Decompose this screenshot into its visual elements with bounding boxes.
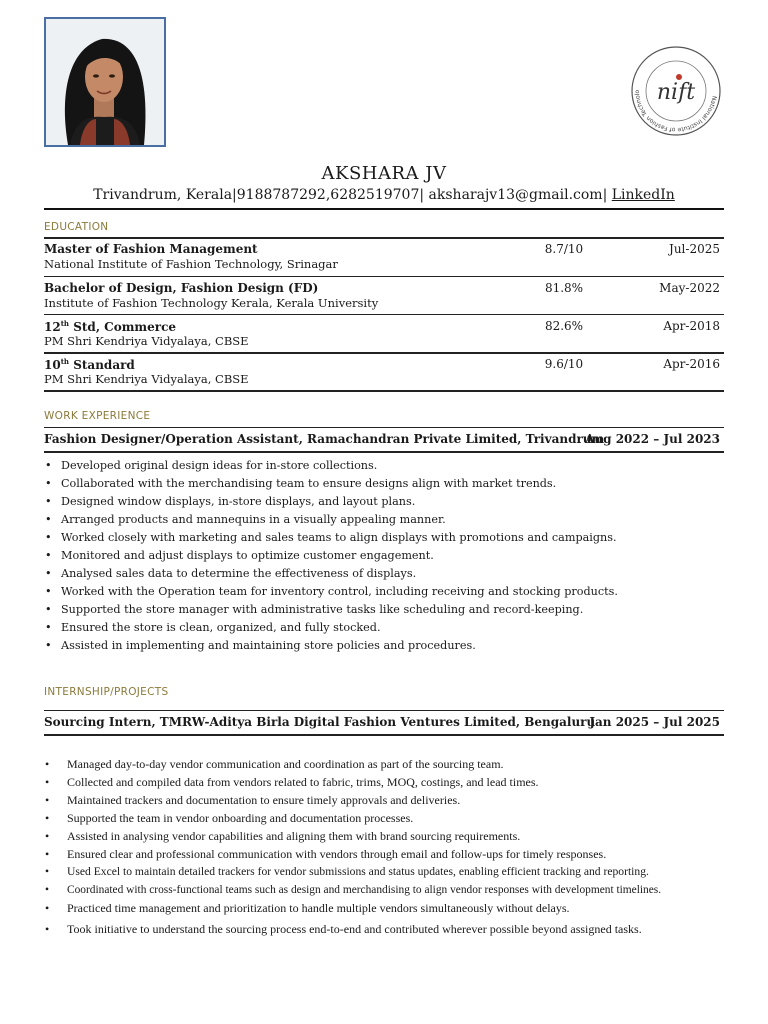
degree: Master of Fashion Management bbox=[44, 242, 258, 256]
work-top-divider bbox=[44, 427, 724, 428]
degree: 12th Std, Commerce bbox=[44, 319, 177, 334]
date: May-2022 bbox=[659, 281, 720, 295]
internship-role-header bbox=[44, 715, 724, 729]
internship-role-divider bbox=[44, 734, 724, 736]
work-role-divider bbox=[44, 451, 724, 453]
institution: National Institute of Fashion Technology, Srinagar bbox=[44, 257, 338, 271]
candidate-name: AKSHARA JV bbox=[321, 163, 447, 184]
list-item: • Assisted in implementing and maintaining store policies and procedures. bbox=[45, 639, 476, 652]
list-item: • Monitored and adjust displays to optimize customer engagement. bbox=[45, 549, 434, 562]
score: 81.8% bbox=[544, 281, 584, 295]
education-row bbox=[44, 353, 724, 391]
education-bottom-divider bbox=[44, 390, 724, 392]
list-item: • Arranged products and mannequins in a visually appealing manner. bbox=[45, 513, 446, 526]
email-link[interactable]: aksharajv13@gmail.com bbox=[428, 187, 603, 203]
list-item: • Ensured the store is clean, organized, and fully stocked. bbox=[45, 621, 381, 634]
education-row bbox=[44, 315, 724, 353]
contact-line: Trivandrum, Kerala|9188787292,6282519707| aksharajv13@gmail.com| LinkedIn bbox=[93, 187, 675, 203]
list-item: • Developed original design ideas for in-store collections. bbox=[45, 459, 378, 472]
list-item: • Worked with the Operation team for inventory control, including receiving and stocking products. bbox=[45, 585, 618, 598]
linkedin-link[interactable]: LinkedIn bbox=[611, 187, 675, 203]
score: 8.7/10 bbox=[544, 242, 584, 256]
institution: PM Shri Kendriya Vidyalaya, CBSE bbox=[44, 372, 249, 386]
phone-numbers: 9188787292,6282519707 bbox=[236, 187, 420, 203]
location: Trivandrum, Kerala bbox=[93, 187, 233, 203]
date: Apr-2016 bbox=[663, 357, 720, 371]
list-item: • Ensured clear and professional communication with vendors through email and follow-ups for timely responses. bbox=[45, 847, 607, 861]
date: Jul-2025 bbox=[669, 242, 720, 256]
profile-photo bbox=[44, 17, 166, 147]
degree: 10th Standard bbox=[44, 357, 135, 372]
work-bullet-list bbox=[44, 457, 724, 655]
list-item: • Used Excel to maintain detailed trackers for vendor submissions and status updates, enabling efficient tracking and reporting. bbox=[45, 865, 649, 878]
education-title: EDUCATION bbox=[44, 221, 109, 233]
list-item: • Analysed sales data to determine the effectiveness of displays. bbox=[45, 567, 417, 580]
list-item: • Supported the team in vendor onboarding and documentation processes. bbox=[45, 811, 414, 825]
education-row bbox=[44, 238, 724, 276]
institution: Institute of Fashion Technology Kerala, Kerala University bbox=[44, 296, 379, 310]
score: 9.6/10 bbox=[544, 357, 584, 371]
list-item: • Maintained trackers and documentation to ensure timely approvals and deliveries. bbox=[45, 793, 461, 807]
education-row bbox=[44, 277, 724, 315]
list-item: • Practiced time management and prioritization to handle multiple vendors simultaneously without delays. bbox=[45, 901, 570, 915]
internship-role: Sourcing Intern, TMRW-Aditya Birla Digital Fashion Ventures Limited, Bengaluru bbox=[44, 715, 596, 729]
internship-bullet-list bbox=[44, 755, 724, 938]
internship-dates: Jan 2025 – Jul 2025 bbox=[589, 715, 720, 729]
list-item: • Supported the store manager with administrative tasks like scheduling and record-keeping. bbox=[45, 603, 584, 616]
work-role: Fashion Designer/Operation Assistant, Ramachandran Private Limited, Trivandrum bbox=[44, 432, 605, 446]
list-item: • Worked closely with marketing and sales teams to align displays with promotions and campaigns. bbox=[45, 531, 617, 544]
internship-title: INTERNSHIP/PROJECTS bbox=[44, 686, 169, 698]
list-item: • Coordinated with cross-functional teams such as design and merchandising to align vendor responses with development timelines. bbox=[45, 884, 662, 896]
list-item: • Designed window displays, in-store displays, and layout plans. bbox=[45, 495, 416, 508]
list-item: • Collected and compiled data from vendors related to fabric, trims, MOQ, costings, and lead times. bbox=[45, 775, 539, 789]
list-item: • Assisted in analysing vendor capabilities and aligning them with brand sourcing requirements. bbox=[45, 829, 521, 843]
logo-ring-text: National Institute of Fashion Technolo bbox=[633, 89, 718, 134]
logo-text: nift bbox=[656, 80, 696, 105]
internship-top-divider bbox=[44, 710, 724, 711]
institution: PM Shri Kendriya Vidyalaya, CBSE bbox=[44, 334, 249, 348]
score: 82.6% bbox=[544, 319, 584, 333]
work-role-header bbox=[44, 432, 724, 446]
date: Apr-2018 bbox=[663, 319, 720, 333]
list-item: • Collaborated with the merchandising team to ensure designs align with market trends. bbox=[45, 477, 557, 490]
list-item: • Managed day-to-day vendor communication and coordination as part of the sourcing team. bbox=[45, 757, 504, 771]
degree: Bachelor of Design, Fashion Design (FD) bbox=[44, 281, 319, 295]
header-divider bbox=[44, 208, 724, 210]
work-title: WORK EXPERIENCE bbox=[44, 410, 151, 422]
nift-logo bbox=[630, 45, 722, 137]
work-dates: Aug 2022 – Jul 2023 bbox=[585, 432, 720, 446]
list-item: • Took initiative to understand the sourcing process end-to-end and contributed wherever possible beyond assigned tasks. bbox=[45, 922, 642, 936]
